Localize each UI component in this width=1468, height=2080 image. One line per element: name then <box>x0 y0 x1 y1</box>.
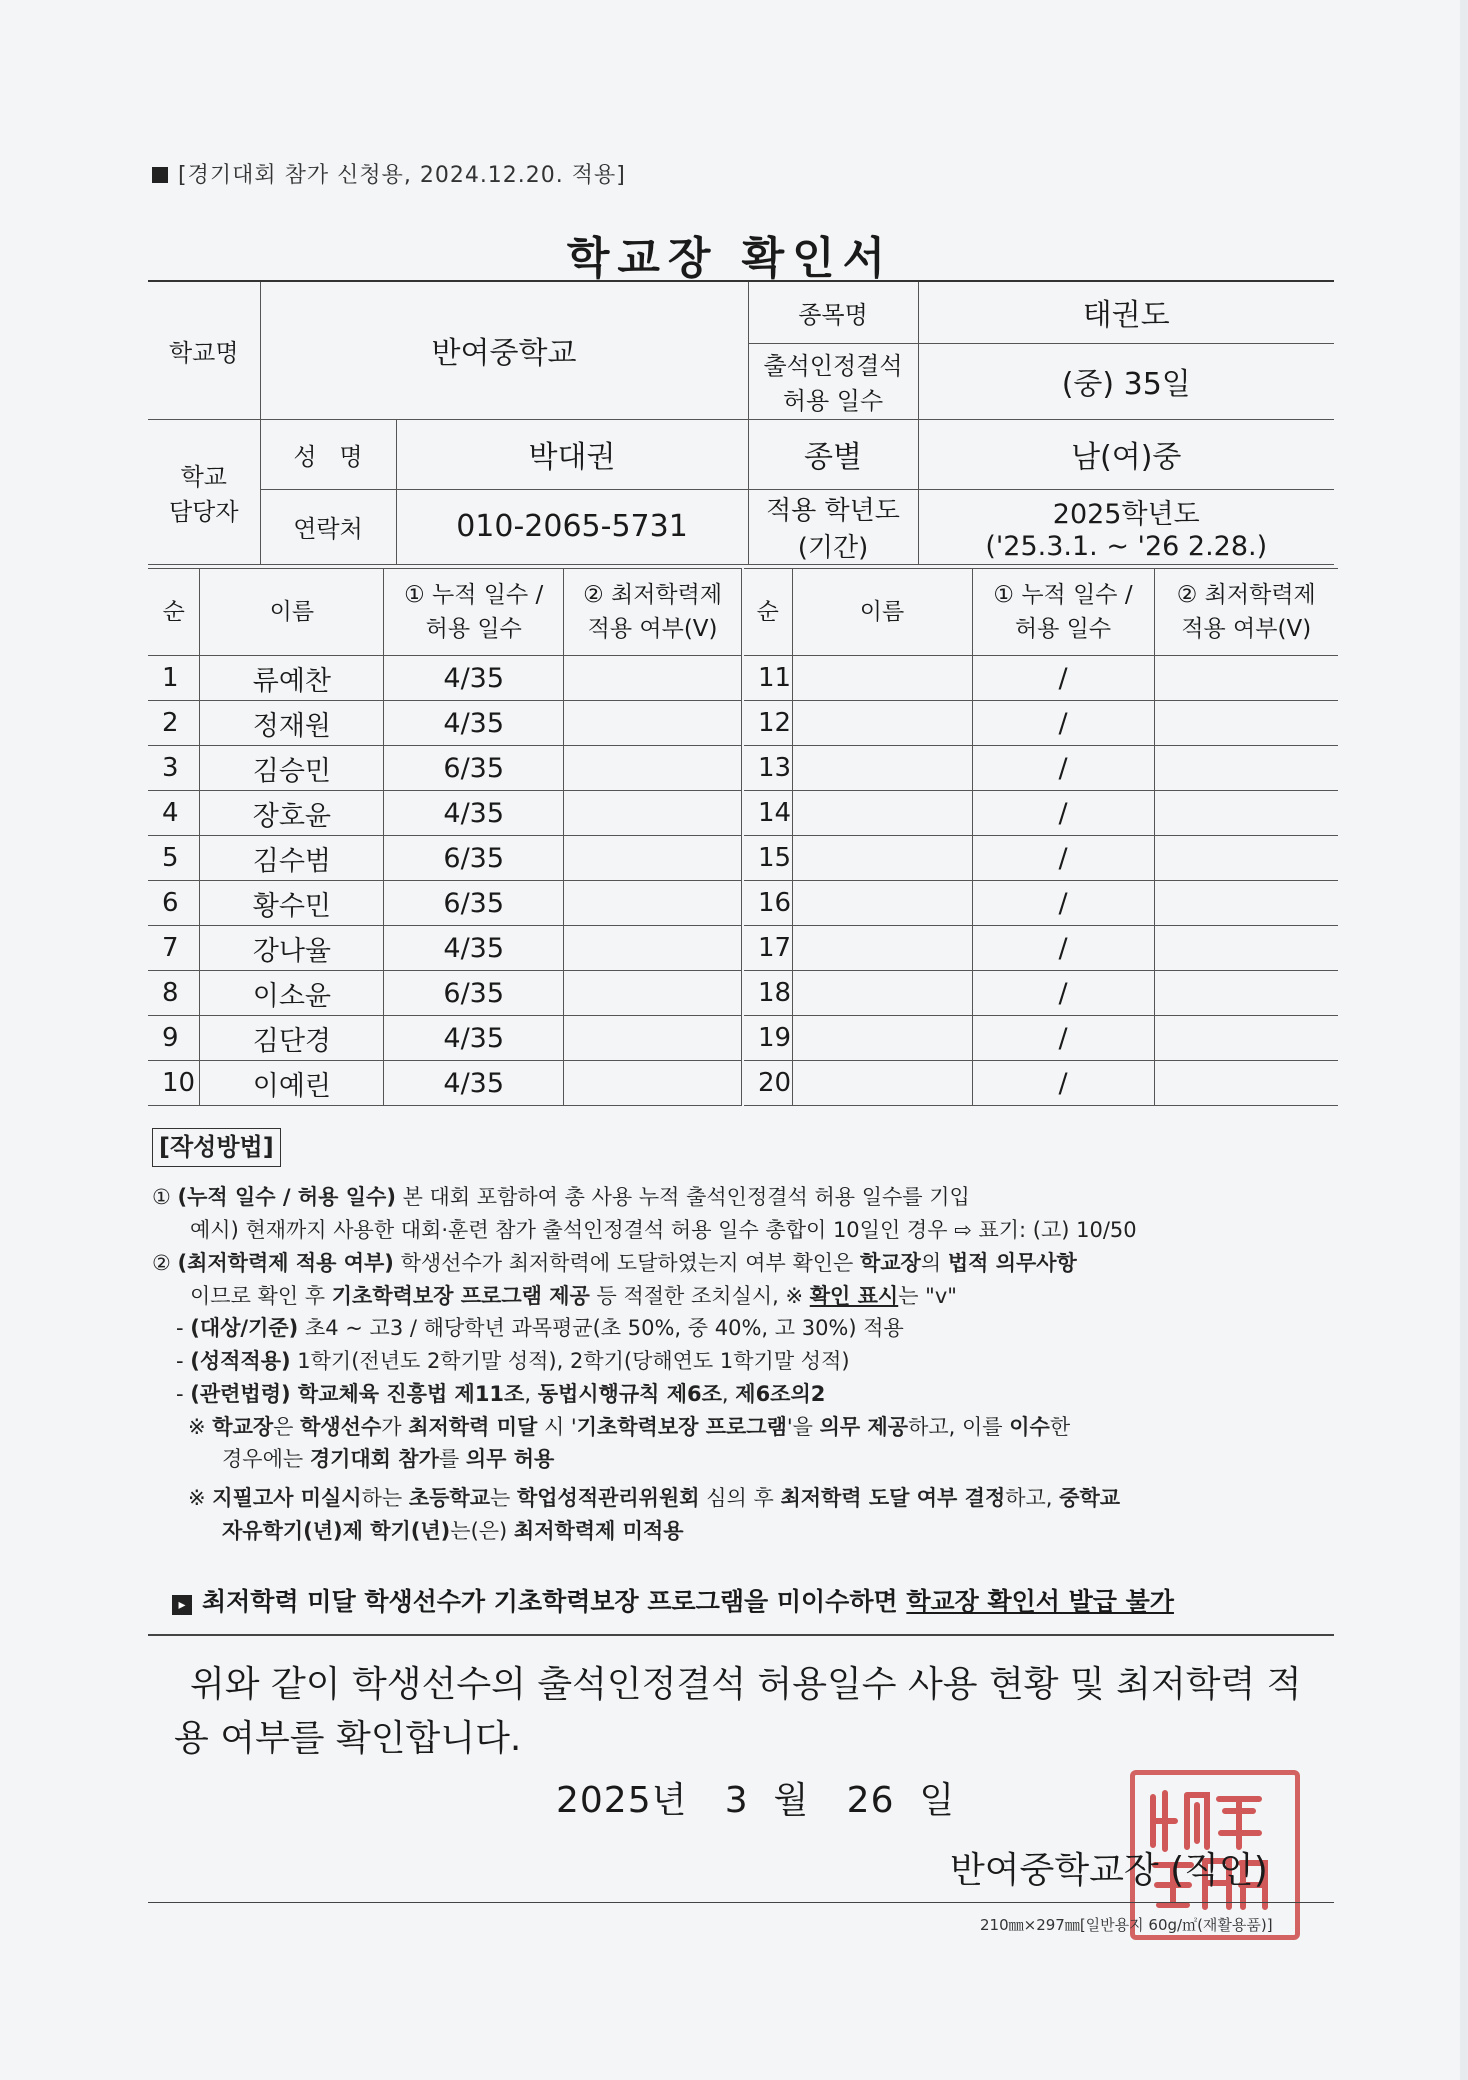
name-label: 성 명 <box>260 419 396 489</box>
square-bullet-icon <box>152 167 168 183</box>
student-name: 류예찬 <box>200 656 384 701</box>
guide-line: ※ 학교장은 학생선수가 최저학력 미달 시 '기초학력보장 프로그램'을 의무 제공하고, 이를 이수한 <box>188 1414 1071 1439</box>
row-number: 10 <box>148 1061 200 1106</box>
student-name <box>792 656 972 701</box>
table-row <box>744 926 1338 971</box>
min-check-cell <box>564 971 742 1016</box>
min-check-cell <box>1154 1016 1338 1061</box>
table-row <box>148 791 742 836</box>
table-row <box>744 656 1338 701</box>
table-row <box>148 1016 742 1061</box>
min-check-cell <box>564 746 742 791</box>
contact-label: 연락처 <box>260 489 396 564</box>
student-name <box>792 836 972 881</box>
form-tag <box>152 158 626 189</box>
gender-label: 종별 <box>748 419 918 489</box>
student-name: 김수범 <box>200 836 384 881</box>
guide-line: - (대상/기준) 초4 ~ 고3 / 해당학년 과목평균(초 50%, 중 40%, 고 30%) 적용 <box>176 1316 904 1341</box>
student-name <box>792 1061 972 1106</box>
table-row <box>744 701 1338 746</box>
table-row <box>744 971 1338 1016</box>
days-cell: / <box>972 836 1154 881</box>
row-number: 11 <box>744 656 792 701</box>
min-check-cell <box>564 881 742 926</box>
table-row <box>744 836 1338 881</box>
col-days-1: ① 누적 일수 / <box>993 581 1133 608</box>
col-days <box>972 569 1154 656</box>
student-name <box>792 701 972 746</box>
min-check-cell <box>1154 836 1338 881</box>
min-check-cell <box>1154 746 1338 791</box>
table-row <box>744 1061 1338 1106</box>
student-name: 황수민 <box>200 881 384 926</box>
min-check-cell <box>564 1016 742 1061</box>
paper-spec: 210㎜×297㎜[일반용지 60g/㎡(재활용품)] <box>980 1916 1273 1934</box>
name-value: 박대권 <box>396 419 748 489</box>
table-row <box>148 881 742 926</box>
student-name: 김승민 <box>200 746 384 791</box>
col-min <box>564 569 742 656</box>
guide-line: ※ 지필고사 미실시하는 초등학교는 학업성적관리위원회 심의 후 최저학력 도달 여부 결정하고, 중학교 <box>188 1486 1121 1511</box>
sport-value: 태권도 <box>918 281 1334 343</box>
row-number: 4 <box>148 791 200 836</box>
min-check-cell <box>564 656 742 701</box>
student-list-left <box>148 568 742 1106</box>
manager-label-1: 학교 <box>180 462 227 491</box>
days-cell: 4/35 <box>384 926 564 971</box>
min-check-cell <box>1154 926 1338 971</box>
contact-value: 010-2065-5731 <box>396 489 748 564</box>
col-no: 순 <box>148 569 200 656</box>
days-cell: 4/35 <box>384 791 564 836</box>
row-number: 9 <box>148 1016 200 1061</box>
col-days-2: 허용 일수 <box>1014 616 1112 642</box>
row-number: 12 <box>744 701 792 746</box>
days-cell: 6/35 <box>384 836 564 881</box>
min-check-cell <box>564 791 742 836</box>
row-number: 13 <box>744 746 792 791</box>
student-name <box>792 1016 972 1061</box>
issue-date: 2025년 3 월 26 일 <box>556 1780 956 1821</box>
days-cell: / <box>972 926 1154 971</box>
table-row <box>148 971 742 1016</box>
col-days-2: 허용 일수 <box>425 616 522 642</box>
min-check-cell <box>1154 881 1338 926</box>
min-check-cell <box>1154 1061 1338 1106</box>
guide-line: 자유학기(년)제 학기(년)는(은) 최저학력제 미적용 <box>222 1518 684 1543</box>
absence-value: (중) 35일 <box>918 343 1334 419</box>
days-cell: / <box>972 656 1154 701</box>
days-cell: 4/35 <box>384 1061 564 1106</box>
student-name: 정재원 <box>200 701 384 746</box>
row-number: 6 <box>148 881 200 926</box>
table-row <box>148 926 742 971</box>
student-name: 강나율 <box>200 926 384 971</box>
document-title: 학교장 확인서 <box>566 233 894 284</box>
year-value-1: 2025학년도 <box>1052 498 1200 530</box>
days-cell: / <box>972 881 1154 926</box>
min-check-cell <box>564 836 742 881</box>
guide-line: 경우에는 경기대회 참가를 의무 허용 <box>222 1447 555 1472</box>
col-min-2: 적용 여부(V) <box>1181 616 1312 642</box>
days-cell: / <box>972 746 1154 791</box>
guide-line: - (성적적용) 1학기(전년도 2학기말 성적), 2학기(당해연도 1학기말 성적) <box>176 1349 850 1374</box>
student-name <box>792 791 972 836</box>
year-label <box>748 489 918 564</box>
row-number: 8 <box>148 971 200 1016</box>
days-cell: / <box>972 791 1154 836</box>
confirmation-statement: 위와 같이 학생선수의 출석인정결석 허용일수 사용 현황 및 최저학력 적용 여부를 확인합니다. <box>174 1664 1302 1759</box>
info-table <box>148 280 1334 565</box>
min-check-cell <box>564 926 742 971</box>
table-row <box>148 836 742 881</box>
arrow-box-icon: ▸ <box>172 1595 192 1615</box>
col-no: 순 <box>744 569 792 656</box>
table-row <box>148 1061 742 1106</box>
days-cell: / <box>972 701 1154 746</box>
form-tag-text: [경기대회 참가 신청용, 2024.12.20. 적용] <box>178 163 626 188</box>
school-label: 학교명 <box>148 281 260 419</box>
table-row <box>744 746 1338 791</box>
manager-label <box>148 419 260 564</box>
days-cell: 6/35 <box>384 971 564 1016</box>
student-name: 김단경 <box>200 1016 384 1061</box>
table-row <box>148 656 742 701</box>
school-value: 반여중학교 <box>260 281 748 419</box>
guide-line: - (관련법령) 학교체육 진흥법 제11조, 동법시행규칙 제6조, 제6조의2 <box>176 1381 826 1406</box>
days-cell: 4/35 <box>384 656 564 701</box>
year-value-2: ('25.3.1. ~ '26 2.28.) <box>985 530 1268 562</box>
col-min-1: ② 최저학력제 <box>583 581 723 608</box>
table-row <box>744 1016 1338 1061</box>
manager-label-2: 담당자 <box>168 497 239 526</box>
absence-label <box>748 343 918 419</box>
row-number: 17 <box>744 926 792 971</box>
student-name <box>792 926 972 971</box>
col-min <box>1154 569 1338 656</box>
guide-line: 이므로 확인 후 기초학력보장 프로그램 제공 등 적절한 조치실시, ※ 확인 표시는 "v" <box>190 1283 957 1308</box>
row-number: 5 <box>148 836 200 881</box>
principal-signature: 반여중학교장 (직인) <box>950 1850 1268 1891</box>
min-check-cell <box>1154 701 1338 746</box>
col-days-1: ① 누적 일수 / <box>404 581 544 608</box>
row-number: 3 <box>148 746 200 791</box>
row-number: 20 <box>744 1061 792 1106</box>
year-label-1: 적용 학년도 <box>766 495 900 526</box>
days-cell: 4/35 <box>384 701 564 746</box>
table-row <box>744 791 1338 836</box>
table-row <box>148 746 742 791</box>
student-name <box>792 971 972 1016</box>
days-cell: 6/35 <box>384 746 564 791</box>
col-min-1: ② 최저학력제 <box>1176 581 1316 608</box>
absence-label-2: 허용 일수 <box>782 387 884 415</box>
guide-line: 예시) 현재까지 사용한 대회·훈련 참가 출석인정결석 허용 일수 총합이 10일인 경우 ⇨ 표기: (고) 10/50 <box>190 1218 1137 1243</box>
row-number: 14 <box>744 791 792 836</box>
col-name: 이름 <box>200 569 384 656</box>
guide-line: ② (최저학력제 적용 여부) 학생선수가 최저학력에 도달하였는지 여부 확인은 학교장의 법적 의무사항 <box>152 1250 1077 1275</box>
row-number: 1 <box>148 656 200 701</box>
days-cell: 4/35 <box>384 1016 564 1061</box>
row-number: 2 <box>148 701 200 746</box>
row-number: 16 <box>744 881 792 926</box>
days-cell: / <box>972 971 1154 1016</box>
student-name: 장호윤 <box>200 791 384 836</box>
days-cell: / <box>972 1061 1154 1106</box>
notice-line: ▸ 최저학력 미달 학생선수가 기초학력보장 프로그램을 미이수하면 학교장 확인서 발급 불가 <box>172 1582 1174 1618</box>
min-check-cell <box>1154 791 1338 836</box>
divider <box>148 1634 1334 1636</box>
min-check-cell <box>1154 656 1338 701</box>
min-check-cell <box>564 1061 742 1106</box>
gender-value: 남(여)중 <box>918 419 1334 489</box>
guide-heading: [작성방법] <box>152 1128 281 1167</box>
year-value <box>918 489 1334 564</box>
row-number: 7 <box>148 926 200 971</box>
min-check-cell <box>564 701 742 746</box>
writing-guide <box>152 1128 1338 1548</box>
student-list-right <box>744 568 1338 1106</box>
year-label-2: (기간) <box>797 532 869 563</box>
row-number: 18 <box>744 971 792 1016</box>
table-row <box>744 881 1338 926</box>
days-cell: / <box>972 1016 1154 1061</box>
min-check-cell <box>1154 971 1338 1016</box>
col-min-2: 적용 여부(V) <box>587 616 718 642</box>
table-row <box>148 701 742 746</box>
col-name: 이름 <box>792 569 972 656</box>
col-days <box>384 569 564 656</box>
sport-label: 종목명 <box>748 281 918 343</box>
guide-line: ① (누적 일수 / 허용 일수) 본 대회 포함하여 총 사용 누적 출석인정결석 허용 일수를 기입 <box>152 1185 970 1210</box>
student-name: 이예린 <box>200 1061 384 1106</box>
row-number: 19 <box>744 1016 792 1061</box>
footer-divider <box>148 1902 1334 1903</box>
absence-label-1: 출석인정결석 <box>763 352 903 380</box>
student-name <box>792 881 972 926</box>
days-cell: 6/35 <box>384 881 564 926</box>
row-number: 15 <box>744 836 792 881</box>
student-name <box>792 746 972 791</box>
student-name: 이소윤 <box>200 971 384 1016</box>
